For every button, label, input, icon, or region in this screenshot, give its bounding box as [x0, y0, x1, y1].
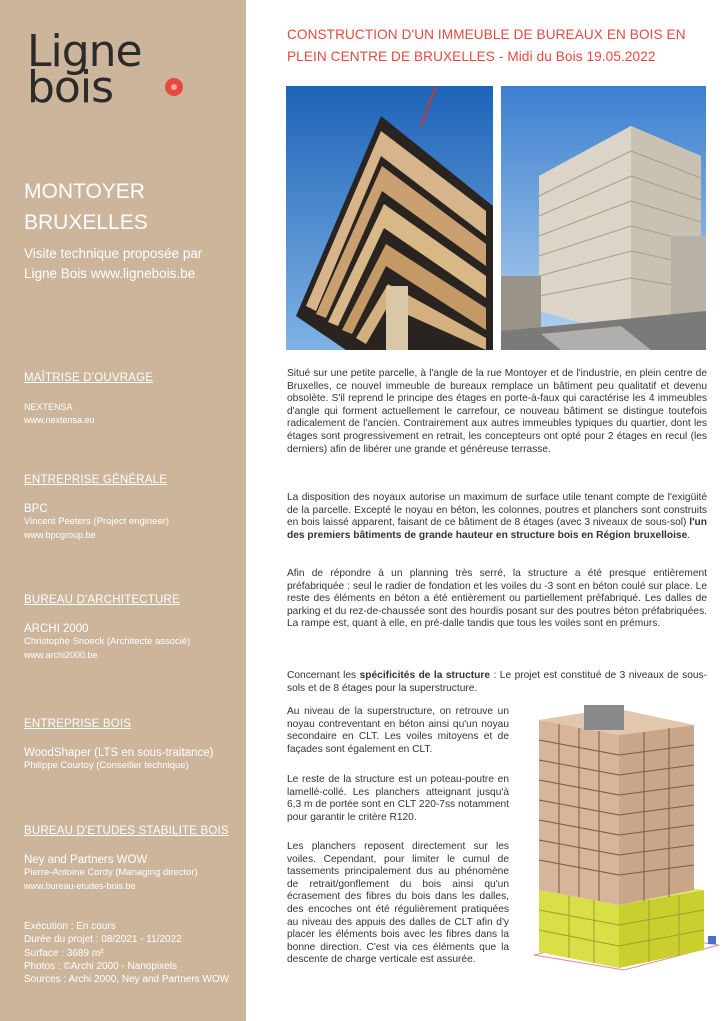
paragraph-noyaux-text: La disposition des noyaux autorise un maximum de surface utile tenant compte de l'exigüité de la parcelle. Excepté le noyau en béton, les colonnes, poutres et planchers sont construits en bois laissé apparent, faisant de ce bâtiment de 8 étages (avec 3 niveaux de sous-sol)	[287, 492, 707, 529]
section-heading: BUREAU D'ARCHITECTURE	[24, 594, 180, 606]
ligne-bois-logo	[27, 26, 187, 113]
section-heading: ENTREPRISE GÉNÉRALE	[24, 474, 168, 486]
section-heading: MAÎTRISE D'OUVRAGE	[24, 372, 154, 384]
fact-sources: Sources : Archi 2000, Ney and Partners WOW	[24, 974, 230, 986]
logo-dot-icon	[165, 78, 183, 96]
project-title-line-1: MONTOYER	[24, 180, 145, 203]
section-bureau-etudes	[24, 825, 239, 892]
section-heading: ENTREPRISE BOIS	[24, 718, 132, 730]
section-url: www.bpcgroup.be	[24, 529, 96, 540]
structural-3d-model	[524, 700, 722, 975]
paragraph-specificites	[287, 670, 707, 695]
logo-line-2: bois	[27, 62, 113, 113]
paragraph-intro: Situé sur une petite parcelle, à l'angle de la rue Montoyer et de l'industrie, en plein centre de Bruxelles, ce nouvel immeuble de bureaux remplace un bâtiment peu qualitatif et devenu obsolète. S'il reprend le principe des étages en porte-à-faux qui caractérise les 4 immeubles d'angle qui forment actuellement le carrefour, ce nouveau bâtiment se distingue toutefois radicalement de l'ancien. Contrairement aux autres immeubles typiques du quartier, dont les étages sont progressivement en retrait, les concepteurs ont opté pour 2 étages en recul (les derniers) afin de libérer une grande et généreuse terrasse.	[287, 368, 707, 455]
section-contact: Christophe Snoeck (Architecte associé)	[24, 636, 191, 647]
headline-line-2: PLEIN CENTRE DE BRUXELLES - Midi du Bois 19.05.2022	[287, 49, 656, 64]
sidebar	[0, 0, 246, 1021]
paragraph-specificites-highlight: spécificités de la structure	[359, 670, 491, 681]
section-url: www.nextensa.eu	[24, 415, 95, 425]
paragraph-specificites-end: : Le projet est constitué de 3 niveaux de sous-sols et de 8 étages pour la superstructure.	[287, 670, 708, 694]
section-entreprise-bois	[24, 718, 239, 773]
paragraph-noyaux-highlight: l'un des premiers bâtiments de grande hauteur en structure bois en Région bruxelloise	[287, 517, 707, 541]
page-headline	[287, 24, 712, 68]
section-url: www.archi2000.be	[24, 649, 98, 660]
fact-surface: Surface : 3689 m²	[24, 947, 104, 959]
paragraph-specificites-text: Concernant les	[287, 670, 360, 681]
fact-execution: Exécution : En cours	[24, 921, 116, 932]
section-entreprise-generale	[24, 474, 239, 541]
photo-building-render	[501, 86, 706, 350]
section-company: BPC	[24, 503, 48, 515]
section-maitrise-ouvrage	[24, 372, 239, 427]
section-company: WoodShaper (LTS en sous-traitance)	[24, 747, 214, 759]
project-title	[24, 176, 148, 238]
paragraph-noyaux-end: .	[687, 529, 691, 541]
visit-line-2: Ligne Bois www.lignebois.be	[24, 266, 196, 281]
paragraph-superstructure: Au niveau de la superstructure, on retrouve un noyau contreventant en béton ainsi qu'un noyau secondaire en CLT. Les voiles mitoyens et de façades sont également en CLT.	[287, 706, 509, 755]
section-heading: BUREAU D'ETUDES STABILITE BOIS	[24, 825, 229, 837]
section-contact: Philippe Courtoy (Conseiller technique)	[24, 760, 189, 771]
section-bureau-architecture	[24, 594, 239, 661]
section-contact: Vincent Peeters (Project engineer)	[24, 516, 170, 527]
visit-info	[24, 244, 202, 284]
section-contact: Pierre-Antoine Cordy (Managing director)	[24, 867, 198, 878]
photo-construction-corner	[286, 86, 493, 350]
logo-line-1: Ligne	[27, 26, 142, 77]
paragraph-planning: Afin de répondre à un planning très serré, la structure a été presque entièrement préfabriquée : seul le radier de fondation et les voiles du -3 sont en béton coulé sur place. Le reste des éléments en béton a été entièrement ou partiellement préfabriqué. Les dalles de parking et du rez-de-chaussée sont des hourdis posant sur des poutres béton préfabriquées. La rampe est, quant à elle, en pré-dalle tandis que tous les voiles sont en prémurs.	[287, 568, 707, 630]
paragraph-poteau-poutre: Le reste de la structure est un poteau-poutre en lamellé-collé. Les planchers atteignant jusqu'à 6,3 m de portée sont en CLT 220-7ss notamment pour garantir le critère R120.	[287, 774, 509, 823]
paragraph-noyaux	[287, 492, 707, 542]
project-title-line-2: BRUXELLES	[24, 211, 148, 234]
paragraph-planchers: Les planchers reposent directement sur les voiles. Cependant, pour limiter le cumul de tassements principalement dus au phénomène de retrait/gonflement du bois ainsi qu'un écrasement des fibres du bois dans les dalles, des encoches ont été régulièrement pratiquées au niveau des appuis des dalles de CLT afin d'y placer les éléments bois avec les fibres dans la bonne direction. C'est via ces éléments que la descente de charge verticale est assurée.	[287, 841, 509, 966]
section-company: NEXTENSA	[24, 402, 73, 412]
fact-photos: Photos : ©Archi 2000 - Nanopixels	[24, 960, 178, 972]
section-url: www.bureau-etudes-bois.be	[24, 880, 136, 891]
project-facts	[24, 920, 229, 986]
visit-line-1: Visite technique proposée par	[24, 246, 203, 261]
section-company: Ney and Partners WOW	[24, 854, 148, 866]
headline-line-1: CONSTRUCTION D'UN IMMEUBLE DE BUREAUX EN BOIS EN	[287, 27, 686, 42]
fact-duration: Durée du projet : 08/2021 - 11/2022	[24, 934, 182, 946]
section-company: ARCHI 2000	[24, 623, 89, 635]
